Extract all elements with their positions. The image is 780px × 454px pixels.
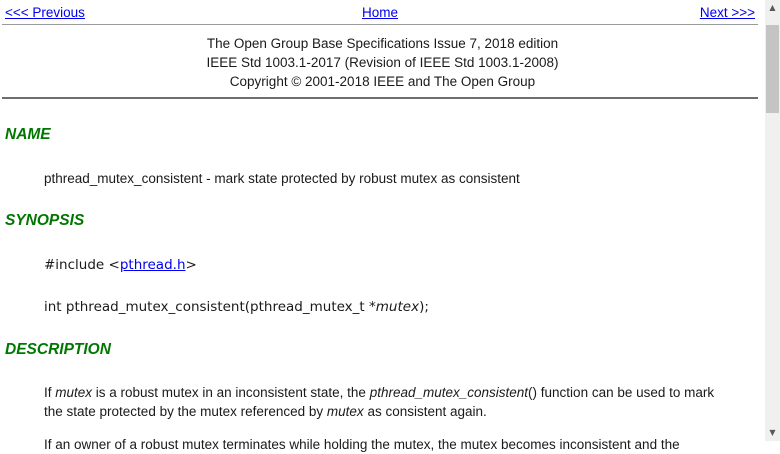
vertical-scrollbar[interactable] bbox=[765, 0, 780, 441]
top-navigation bbox=[0, 0, 765, 24]
next-link[interactable]: Next >>> bbox=[699, 5, 755, 20]
spec-header-standard: IEEE Std 1003.1-2017 (Revision of IEEE Std 1003.1-2008) bbox=[206, 55, 559, 70]
section-heading-synopsis: SYNOPSIS bbox=[5, 212, 85, 229]
synopsis-include-line bbox=[44, 256, 715, 275]
desc-p1-text-3: () function can be used to mark the state protected by the mutex referenced by bbox=[44, 385, 715, 419]
signature-param: mutex bbox=[375, 299, 420, 315]
section-heading-name: NAME bbox=[5, 126, 51, 143]
desc-p1-italic-function: pthread_mutex_consistent bbox=[369, 385, 529, 400]
section-heading-description: DESCRIPTION bbox=[5, 341, 111, 358]
home-link[interactable]: Home bbox=[361, 5, 398, 20]
desc-p1-text-4: as consistent again. bbox=[363, 404, 487, 419]
previous-link[interactable]: <<< Previous bbox=[5, 5, 85, 20]
include-prefix: #include < bbox=[44, 257, 120, 273]
scrollbar-up-button[interactable] bbox=[765, 0, 780, 16]
pthread-header-link[interactable]: pthread.h bbox=[119, 257, 186, 273]
description-paragraph-2: If an owner of a robust mutex terminates while holding the mutex, the mutex becomes inconsistent and the bbox=[44, 437, 680, 452]
scrollbar-down-icon: ▼ bbox=[769, 428, 776, 437]
desc-p1-text-2: is a robust mutex in an inconsistent state, the bbox=[92, 385, 370, 400]
spec-header-edition: The Open Group Base Specifications Issue 7, 2018 edition bbox=[206, 36, 559, 51]
scrollbar-up-icon: ▲ bbox=[769, 3, 776, 12]
signature-suffix: ); bbox=[419, 299, 429, 315]
scrollbar-down-button[interactable] bbox=[765, 425, 780, 441]
synopsis-signature-line bbox=[44, 298, 715, 317]
signature-prefix: int pthread_mutex_consistent(pthread_mutex_t * bbox=[44, 299, 376, 315]
description-paragraph-1 bbox=[44, 383, 715, 421]
name-description-text: pthread_mutex_consistent - mark state protected by robust mutex as consistent bbox=[44, 171, 520, 186]
desc-p1-italic-mutex-1: mutex bbox=[55, 385, 93, 400]
spec-header bbox=[0, 25, 765, 97]
nav-next-cell bbox=[505, 5, 755, 20]
divider-header-bottom bbox=[2, 97, 758, 99]
nav-previous-cell bbox=[5, 5, 255, 20]
desc-p1-italic-mutex-2: mutex bbox=[326, 404, 364, 419]
include-suffix: > bbox=[185, 257, 197, 273]
spec-header-copyright: Copyright © 2001-2018 IEEE and The Open Group bbox=[229, 74, 536, 89]
nav-home-cell bbox=[255, 5, 505, 20]
scrollbar-thumb[interactable] bbox=[766, 25, 779, 113]
desc-p1-text-1: If bbox=[44, 385, 56, 400]
spec-content bbox=[0, 126, 765, 454]
